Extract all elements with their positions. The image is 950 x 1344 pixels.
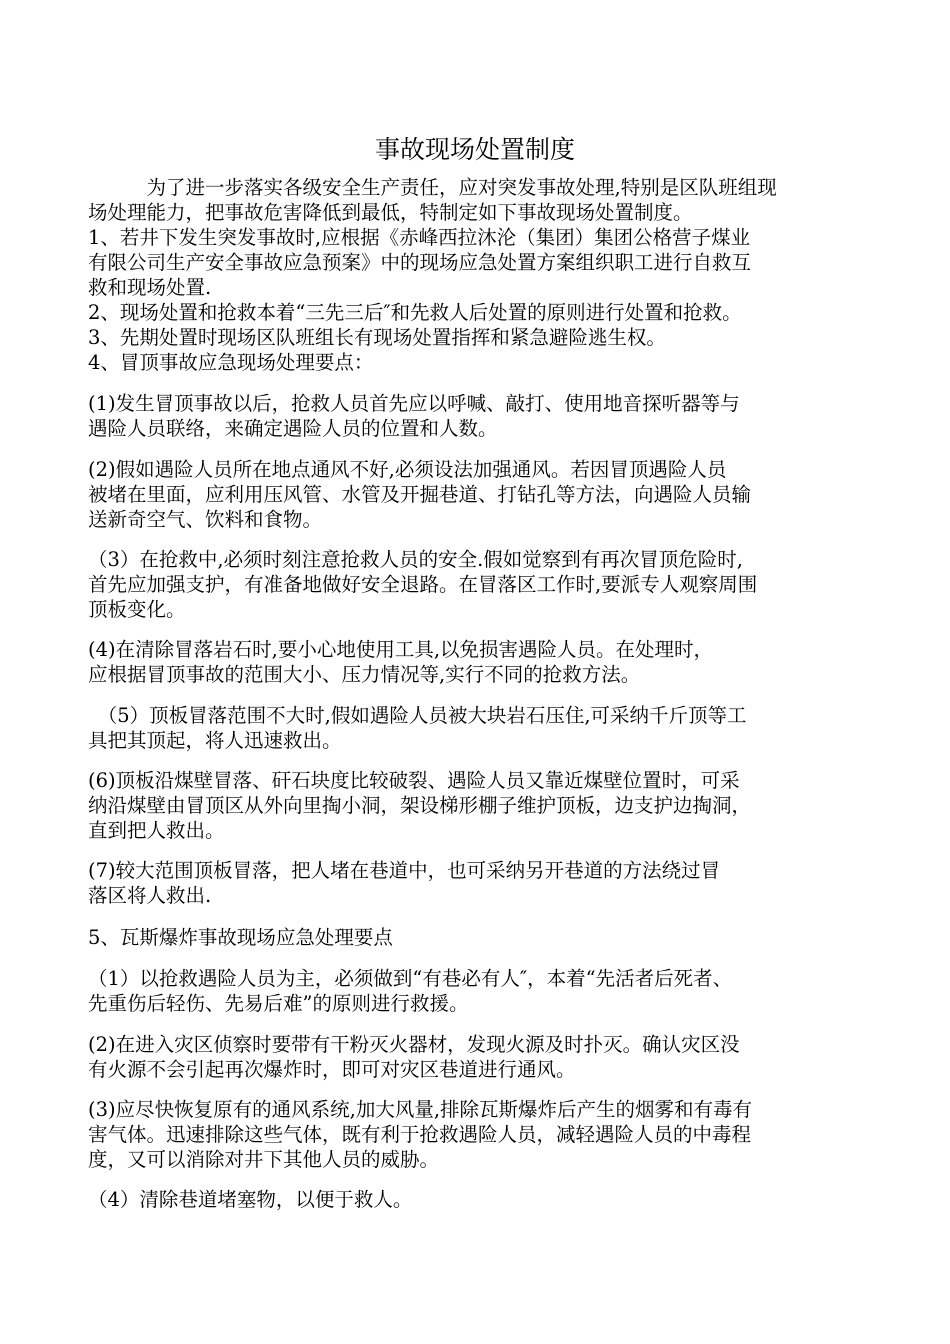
text-line: （3）在抢救中,必须时刻注意抢救人员的安全.假如觉察到有再次冒顶危险时, <box>88 548 744 571</box>
text-line: 遇险人员联络，来确定遇险人员的位置和人数。 <box>88 417 498 440</box>
text-line: 2、现场处置和抢救本着“三先三后″和先救人后处置的原则进行处置和抢救。 <box>88 301 742 324</box>
text-line: 3、先期处置时现场区队班组长有现场处置指挥和紧急避险逃生权。 <box>88 326 666 349</box>
text-line: 纳沿煤壁由冒顶区从外向里掏小洞，架设梯形棚子维护顶板，边支护边掏洞， <box>88 794 752 817</box>
paragraph-item-5 <box>88 925 868 950</box>
paragraph-item-5-2 <box>88 1032 868 1082</box>
paragraph-item-4-2 <box>88 457 868 532</box>
paragraph-item-4-5 <box>88 703 868 753</box>
text-line: (7)较大范围顶板冒落，把人堵在巷道中，也可采纳另开巷道的方法绕过冒 <box>88 859 721 882</box>
text-line: 先重伤后轻伤、先易后难”的原则进行救援。 <box>88 992 469 1015</box>
text-line: 落区将人救出. <box>88 884 212 907</box>
text-line: 应根据冒顶事故的范围大小、压力情况等,实行不同的抢救方法。 <box>88 663 641 686</box>
text-line: (6)顶板沿煤壁冒落、矸石块度比较破裂、遇险人员又靠近煤壁位置时，可采 <box>88 769 740 792</box>
paragraph-item-4 <box>88 350 868 375</box>
text-line: (3)应尽快恢复原有的通风系统,加大风量,排除瓦斯爆炸后产生的烟雾和有毒有 <box>88 1098 753 1121</box>
text-line: 直到把人救出。 <box>88 819 225 842</box>
text-line: 4、冒顶事故应急现场处理要点： <box>88 351 374 374</box>
text-line: 有火源不会引起再次爆炸时，即可对灾区巷道进行通风。 <box>88 1058 576 1081</box>
text-line: 顶板变化。 <box>88 598 186 621</box>
paragraph-item-5-4 <box>88 1187 868 1212</box>
text-line: 为了进一步落实各级安全生产责任，应对突发事故处理,特别是区队班组现 <box>88 176 777 199</box>
paragraph-item-4-7 <box>88 858 868 908</box>
text-line: 救和现场处置. <box>88 276 212 299</box>
text-line: 送新奇空气、饮料和食物。 <box>88 508 323 531</box>
text-line: 具把其顶起，将人迅速救出。 <box>88 729 342 752</box>
text-line: (2)假如遇险人员所在地点通风不好,必须设法加强通风。若因冒顶遇险人员 <box>88 458 727 481</box>
paragraph-item-5-1 <box>88 966 868 1016</box>
paragraph-item-3 <box>88 325 868 350</box>
text-line: （5）顶板冒落范围不大时,假如遇险人员被大块岩石压住,可采纳千斤顶等工 <box>88 704 747 727</box>
text-line: 首先应加强支护，有准备地做好安全退路。在冒落区工作时,要派专人观察周围 <box>88 573 758 596</box>
text-line: (1)发生冒顶事故以后，抢救人员首先应以呼喊、敲打、使用地音探听器等与 <box>88 392 740 415</box>
paragraph-intro <box>88 175 868 225</box>
text-line: 被堵在里面，应利用压风管、水管及开掘巷道、打钻孔等方法，向遇险人员输 <box>88 483 752 506</box>
paragraph-item-2 <box>88 300 868 325</box>
text-line: 1、若井下发生突发事故时,应根据《赤峰西拉沐沦（集团）集团公格营子煤业 <box>88 226 751 249</box>
text-line: (4)在清除冒落岩石时,要小心地使用工具,以免损害遇险人员。在处理时， <box>88 638 714 661</box>
paragraph-item-1 <box>88 225 868 300</box>
text-line: 有限公司生产安全事故应急预案》中的现场应急处置方案组织职工进行自救互 <box>88 251 752 274</box>
paragraph-item-4-4 <box>88 637 868 687</box>
paragraph-item-4-3 <box>88 547 868 622</box>
text-line: （4）清除巷道堵塞物，以便于救人。 <box>88 1188 413 1211</box>
text-line: (2)在进入灾区侦察时要带有干粉灭火器材，发现火源及时扑灭。确认灾区没 <box>88 1033 740 1056</box>
text-line: 5、瓦斯爆炸事故现场应急处理要点 <box>88 926 393 949</box>
document-title: 事故现场处置制度 <box>374 135 575 164</box>
text-line: 场处理能力，把事故危害降低到最低，特制定如下事故现场处置制度。 <box>88 201 693 224</box>
paragraph-item-4-6 <box>88 768 868 843</box>
paragraph-item-4-1 <box>88 391 868 441</box>
text-line: 害气体。迅速排除这些气体，既有利于抢救遇险人员，减轻遇险人员的中毒程 <box>88 1123 752 1146</box>
text-line: 度，又可以消除对井下其他人员的威胁。 <box>88 1148 440 1171</box>
paragraph-item-5-3 <box>88 1097 868 1172</box>
text-line: （1）以抢救遇险人员为主，必须做到“有巷必有人″，本着“先活者后死者、 <box>88 967 733 990</box>
